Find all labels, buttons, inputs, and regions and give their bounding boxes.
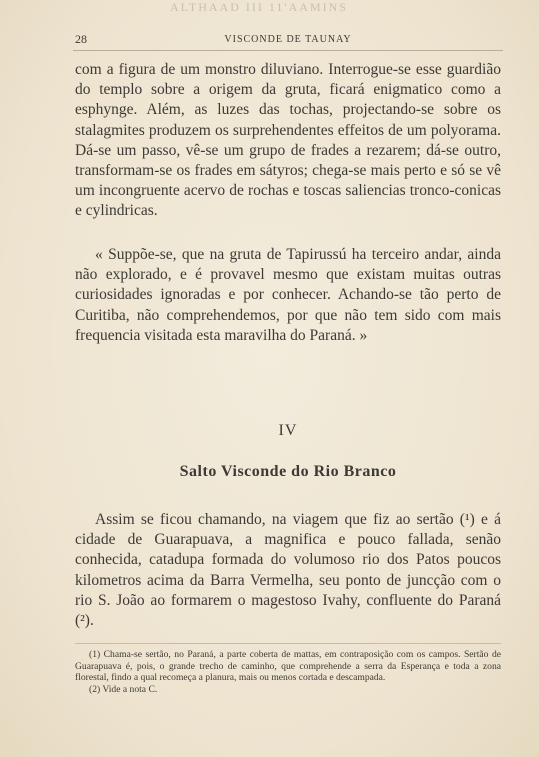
- chapter-paragraph: Assim se ficou chamando, na viagem que fiz ao sertão (¹) e á cidade de Guarapuava, a magnifica e pouco fallada, senão conhecida, catadupa formada do volumoso rio dos Patos poucos kilometros acima da Barra Vermelha, seu ponto de juncção com o rio S. João ao formarem o magestoso Ivahy, confluente do Paraná (²).: [75, 511, 501, 630]
- footnote-rule: [75, 643, 501, 644]
- page-header: [73, 32, 503, 51]
- chapter-title: Salto Visconde do Rio Branco: [179, 463, 397, 480]
- footnote-2: (2) Vide a nota C.: [89, 683, 158, 695]
- page-number: 28: [75, 32, 87, 46]
- bleed-through-text: ALTHAAD III 11'AAMINS: [170, 0, 348, 14]
- footnotes: [75, 649, 501, 695]
- footnote-1: (1) Chama-se sertão, no Paraná, a parte coberta de mattas, em contraposição com os campos. Sertão de Guarapuava é, pois, o grande trecho de caminho, que comprehende a serra da Esperança e toda a zona florestal, findo a qual recomeça a planura, mais ou menos cortada e descampada.: [75, 649, 501, 684]
- paragraph-2: « Suppõe-se, que na gruta de Tapirussú ha terceiro andar, ainda não explorado, e é provavel mesmo que existam muitas outras curiosidades ignoradas e por conhecer. Achando-se tão perto de Curitiba, não comprehendemos, por que não tem sido com mais frequencia visitada esta maravilha do Paraná. »: [75, 246, 501, 344]
- paragraph-1: com a figura de um monstro diluviano. Interrogue-se esse guardião do templo sobre a origem da gruta, ficará enigmatico como a esphynge. Além, as luzes das tochas, projectando-se sobre os stalagmites produzem os surprehendentes effeitos de um polyorama. Dá-se um passo, vê-se um grupo de frades a rezarem; dá-se outro, transformam-se os frades em sátyros; chega-se mais perto e só se vê um incongruente acervo de rochas e toscas saliencias tronco-conicas e cylindricas.: [75, 61, 501, 220]
- chapter-number: IV: [278, 422, 298, 439]
- running-head: VISCONDE DE TAUNAY: [224, 34, 352, 45]
